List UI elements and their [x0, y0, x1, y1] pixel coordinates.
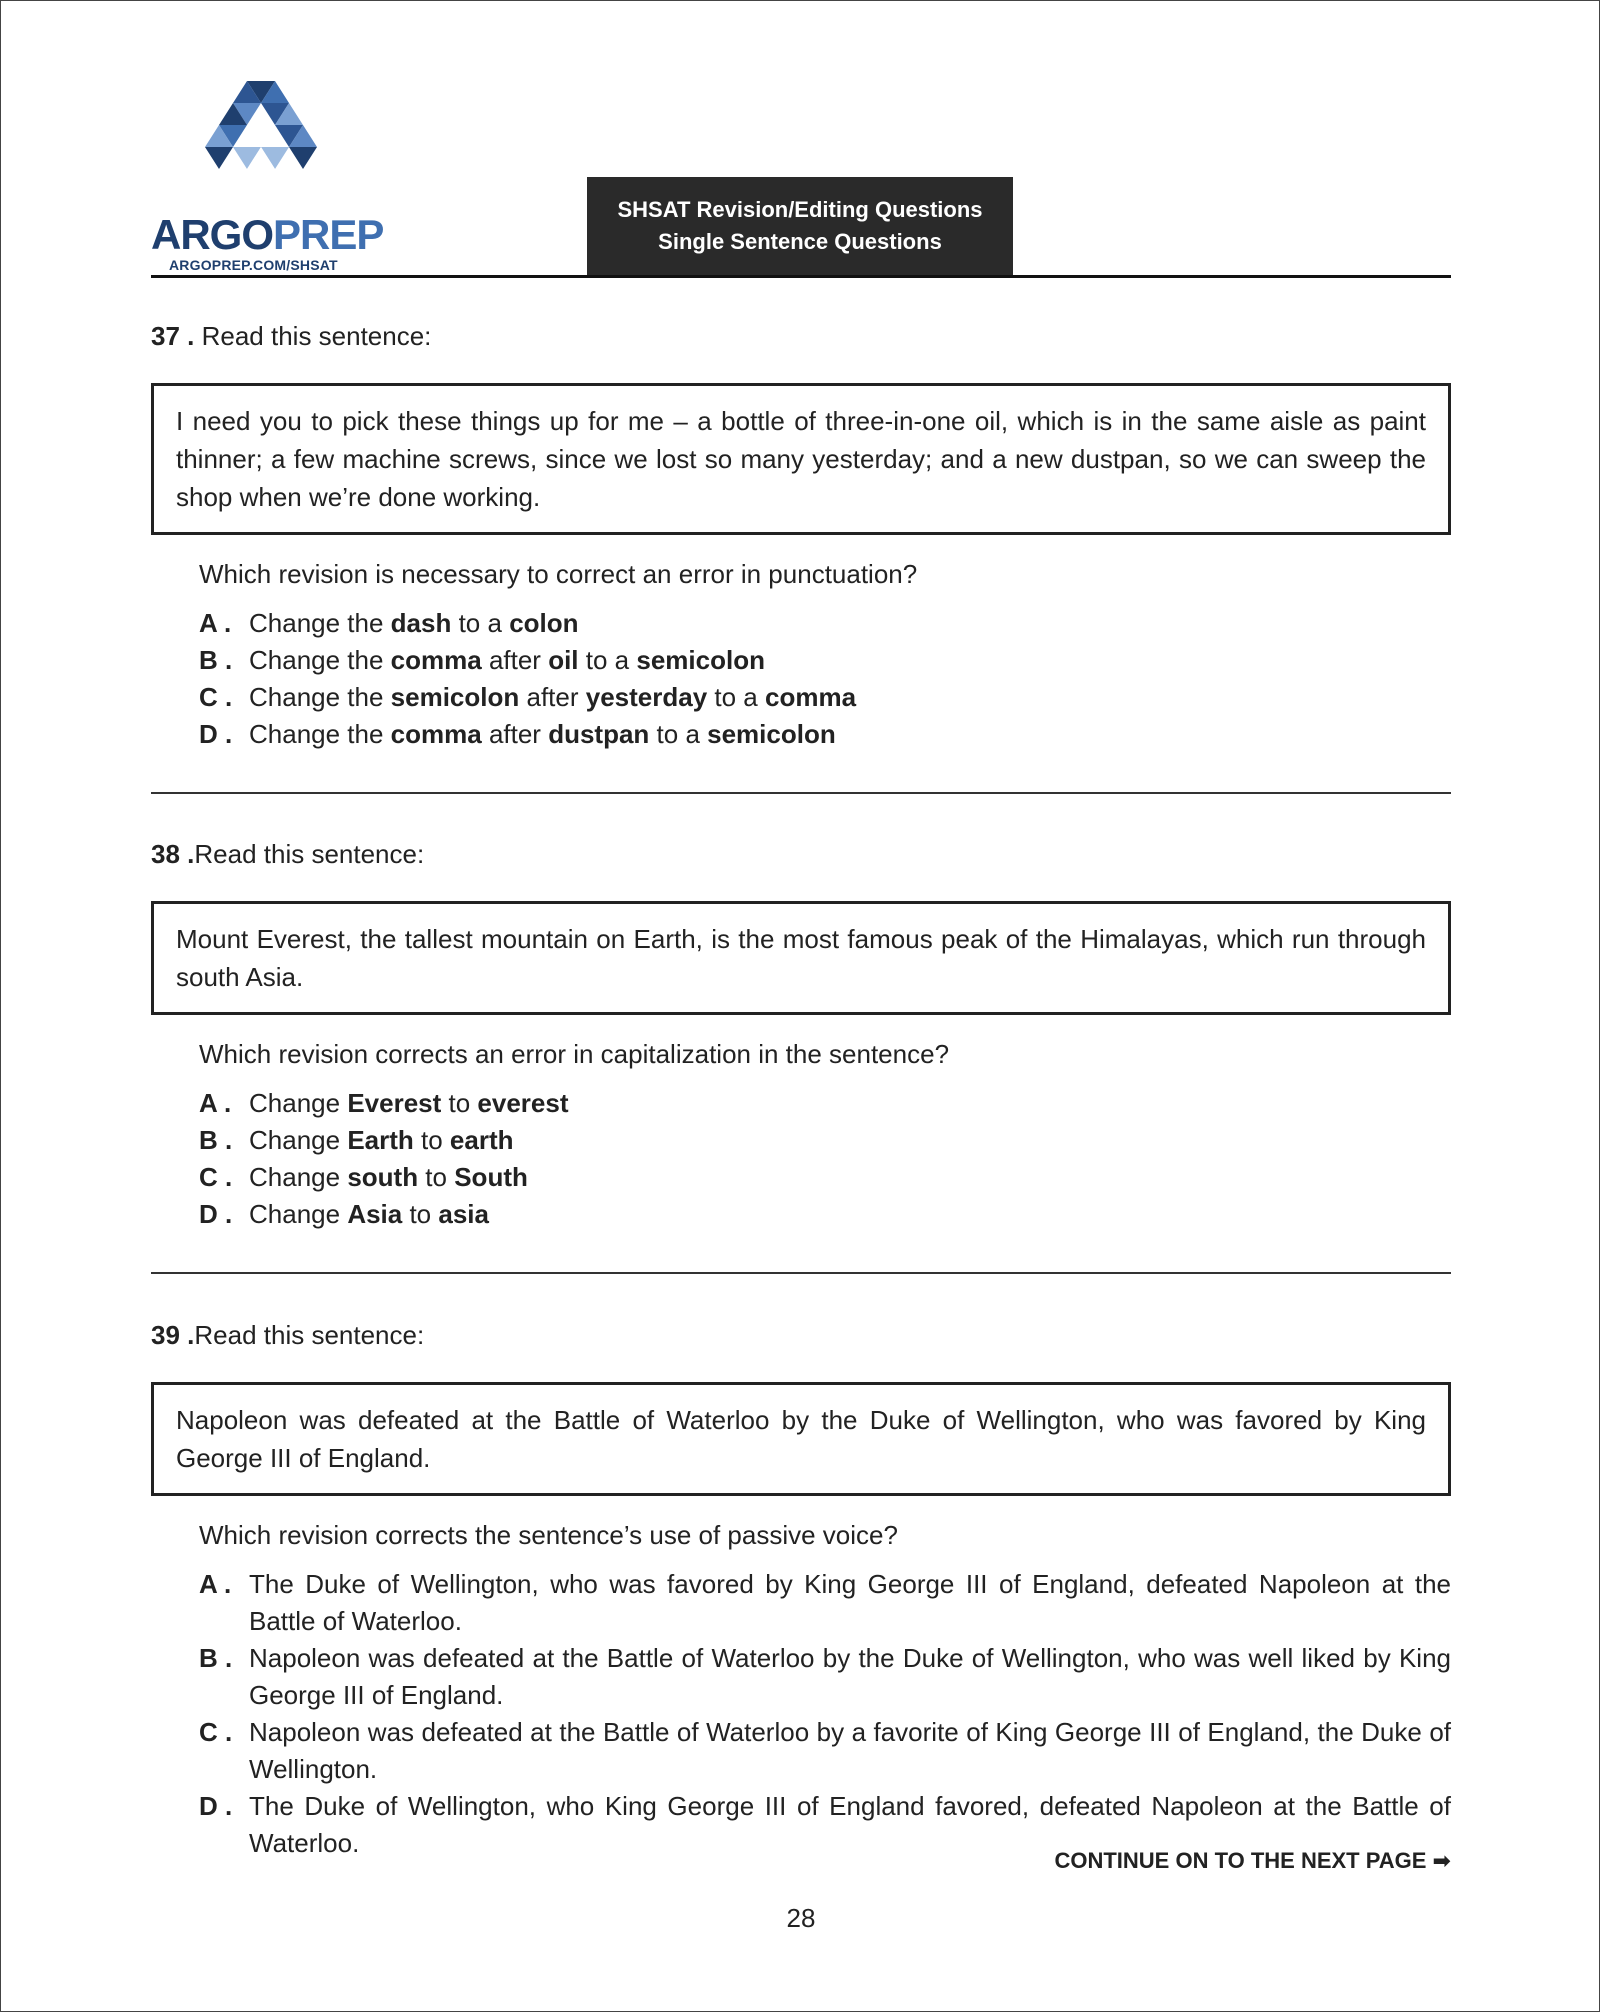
choice-letter: A .	[199, 1088, 232, 1118]
choice-letter: B .	[199, 1643, 233, 1673]
choice-text	[249, 642, 1451, 679]
choice-text-segment: Change	[249, 1199, 348, 1229]
answer-choice-c	[199, 1159, 1451, 1196]
choice-text-segment: Napoleon was defeated at the Battle of Waterloo by a favorite of King George III of England, the Duke of Wellington.	[249, 1717, 1451, 1784]
choice-text-segment: to	[441, 1088, 478, 1118]
choice-text	[249, 1159, 1451, 1196]
answer-choices	[199, 1566, 1451, 1862]
choice-text-segment: Napoleon was defeated at the Battle of Waterloo by the Duke of Wellington, who was well liked by King George III of England.	[249, 1643, 1451, 1710]
choice-text-bold: Asia	[347, 1199, 403, 1229]
choice-text-segment: to	[402, 1199, 439, 1229]
question-number: 38 .	[151, 839, 195, 869]
section-title-line1: SHSAT Revision/Editing Questions	[617, 197, 983, 222]
choice-letter: C .	[199, 1717, 233, 1747]
answer-choice-b	[199, 1640, 1451, 1714]
triangle-logo-icon	[191, 81, 331, 211]
question-number: 37 .	[151, 321, 195, 351]
choice-text	[249, 679, 1451, 716]
choice-text-bold: south	[347, 1162, 419, 1192]
choice-letter: C .	[199, 682, 233, 712]
question-instruction: Read this sentence:	[194, 839, 425, 869]
choice-text-segment: Change	[249, 1162, 348, 1192]
question-prompt: Which revision corrects an error in capitalization in the sentence?	[199, 1039, 950, 1069]
choice-text	[249, 1085, 1451, 1122]
choice-text-segment: to	[413, 1125, 450, 1155]
choice-text-segment: to a	[578, 645, 637, 675]
answer-choice-a	[199, 1566, 1451, 1640]
brand-name	[151, 213, 383, 257]
choice-text-segment: Change	[249, 1088, 348, 1118]
choice-text-bold: everest	[477, 1088, 569, 1118]
choice-text-bold: dash	[390, 608, 452, 638]
section-divider	[151, 792, 1451, 794]
section-title-box	[587, 177, 1013, 275]
choice-text-bold: semicolon	[707, 719, 836, 749]
choice-text-segment: Change	[249, 1125, 348, 1155]
choice-text-bold: colon	[509, 608, 579, 638]
choice-text-bold: yesterday	[585, 682, 708, 712]
choice-text-bold: Earth	[347, 1125, 414, 1155]
answer-choice-b	[199, 1122, 1451, 1159]
choice-letter: B .	[199, 645, 233, 675]
question-number: 39 .	[151, 1320, 195, 1350]
choice-letter: C .	[199, 1162, 233, 1192]
question-37	[151, 319, 1451, 753]
answer-choice-a	[199, 1085, 1451, 1122]
answer-choice-c	[199, 679, 1451, 716]
choice-text-segment: to a	[451, 608, 510, 638]
choice-text-bold: South	[454, 1162, 528, 1192]
argoprep-logo	[151, 81, 391, 271]
choice-text-segment: after	[481, 645, 549, 675]
choice-text	[249, 716, 1451, 753]
choice-letter: D .	[199, 1199, 233, 1229]
question-39	[151, 1318, 1451, 1862]
choice-text-bold: semicolon	[390, 682, 520, 712]
choice-text-segment: Change the	[249, 645, 391, 675]
choice-text	[249, 1122, 1451, 1159]
answer-choices	[199, 605, 1451, 753]
choice-text-segment: Change the	[249, 682, 391, 712]
answer-choices	[199, 1085, 1451, 1233]
choice-text-segment: after	[519, 682, 586, 712]
continue-next-page: CONTINUE ON TO THE NEXT PAGE ➡	[1054, 1848, 1451, 1873]
choice-text-segment: Change the	[249, 719, 391, 749]
choice-text-bold: earth	[449, 1125, 514, 1155]
choice-text-segment: after	[481, 719, 549, 749]
answer-choice-c	[199, 1714, 1451, 1788]
sentence-box: I need you to pick these things up for me – a bottle of three-in-one oil, which is in the same aisle as paint thinner; a few machine screws, since we lost so many yesterday; and a new dustpan, so we can sweep the shop when we’re done working.	[151, 383, 1451, 535]
section-divider	[151, 1272, 1451, 1274]
section-title-line2: Single Sentence Questions	[658, 229, 942, 254]
question-prompt: Which revision corrects the sentence’s use of passive voice?	[199, 1520, 898, 1550]
choice-text-bold: comma	[390, 645, 482, 675]
choice-text	[249, 1196, 1451, 1233]
choice-letter: D .	[199, 1791, 233, 1821]
answer-choice-b	[199, 642, 1451, 679]
choice-text	[249, 1640, 1451, 1714]
brand-url: ARGOPREP.COM/SHSAT	[169, 257, 338, 273]
choice-text-segment: to	[418, 1162, 455, 1192]
choice-letter: A .	[199, 1569, 232, 1599]
choice-text	[249, 1714, 1451, 1788]
question-heading	[151, 1318, 1451, 1352]
choice-text-segment: to a	[707, 682, 765, 712]
sentence-box: Mount Everest, the tallest mountain on Earth, is the most famous peak of the Himalayas, which run through south Asia.	[151, 901, 1451, 1015]
brand-name-part2: PREP	[273, 211, 384, 258]
answer-choice-a	[199, 605, 1451, 642]
answer-choice-d	[199, 1196, 1451, 1233]
question-instruction: Read this sentence:	[194, 1320, 425, 1350]
choice-text-segment: Change the	[249, 608, 391, 638]
choice-text-bold: semicolon	[636, 645, 765, 675]
question-heading	[151, 319, 1451, 353]
choice-text-bold: comma	[765, 682, 857, 712]
sentence-box: Napoleon was defeated at the Battle of Waterloo by the Duke of Wellington, who was favored by King George III of England.	[151, 1382, 1451, 1496]
choice-letter: B .	[199, 1125, 233, 1155]
choice-text-segment: The Duke of Wellington, who King George III of England favored, defeated Napoleon at the Battle of Waterloo.	[249, 1791, 1451, 1858]
page-header	[151, 71, 1451, 278]
choice-letter: A .	[199, 608, 232, 638]
question-heading	[151, 837, 1451, 871]
brand-name-part1: ARGO	[151, 211, 273, 258]
choice-text-bold: asia	[438, 1199, 489, 1229]
choice-text-bold: Everest	[347, 1088, 442, 1118]
choice-text-segment: to a	[649, 719, 708, 749]
choice-text-bold: comma	[390, 719, 482, 749]
question-instruction: Read this sentence:	[194, 321, 432, 351]
page-number: 28	[786, 1903, 816, 1933]
choice-letter: D .	[199, 719, 233, 749]
question-prompt: Which revision is necessary to correct an error in punctuation?	[199, 559, 918, 589]
choice-text	[249, 605, 1451, 642]
choice-text-bold: oil	[548, 645, 579, 675]
question-38	[151, 837, 1451, 1233]
choice-text-segment: The Duke of Wellington, who was favored by King George III of England, defeated Napoleon at the Battle of Waterloo.	[249, 1569, 1451, 1636]
choice-text-bold: dustpan	[548, 719, 650, 749]
answer-choice-d	[199, 716, 1451, 753]
choice-text	[249, 1566, 1451, 1640]
